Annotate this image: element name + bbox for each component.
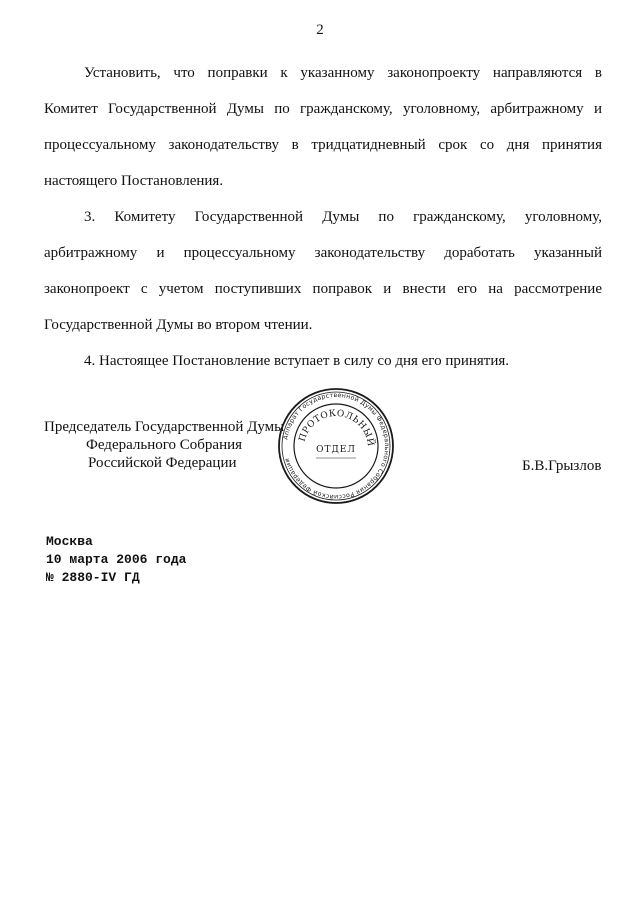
footer-document-number: № 2880-IV ГД	[46, 570, 140, 585]
paragraph-1-line-1: Установить, что поправки к указанному законопроекту направляются в	[84, 65, 602, 81]
svg-text:ПРОТОКОЛЬНЫЙ	[298, 409, 377, 448]
footer-city: Москва	[46, 534, 93, 549]
paragraph-2-line-3: законопроект с учетом поступивших поправок и внести его на рассмотрение	[44, 281, 602, 297]
stamp-outer-text: Аппарат Государственной Думы Федерального Собрания Российской Федерации	[282, 391, 391, 501]
footer-date: 10 марта 2006 года	[46, 552, 187, 567]
paragraph-2-line-2: арбитражному и процессуальному законодательству доработать указанный	[44, 245, 602, 261]
paragraph-1-line-4: настоящего Постановления.	[44, 173, 224, 189]
signature-title-line-1: Председатель Государственной Думы	[44, 419, 285, 435]
signatory-name: Б.В.Грызлов	[522, 458, 602, 474]
stamp-center-text: ОТДЕЛ	[316, 445, 356, 455]
paragraph-2-line-1: 3. Комитету Государственной Думы по гражданскому, уголовному,	[84, 209, 602, 225]
paragraph-2-line-4: Государственной Думы во втором чтении.	[44, 317, 313, 333]
paragraph-1-line-2: Комитет Государственной Думы по гражданскому, уголовному, арбитражному и	[44, 101, 602, 117]
official-stamp	[276, 386, 396, 506]
signature-title-line-2: Федерального Собрания	[86, 437, 243, 453]
stamp-inner-top-text: ПРОТОКОЛЬНЫЙ	[297, 408, 376, 448]
paragraph-1-line-3: процессуальному законодательству в тридцатидневный срок со дня принятия	[44, 137, 602, 153]
page-number: 2	[316, 22, 324, 38]
signature-title-line-3: Российской Федерации	[88, 455, 237, 471]
paragraph-3-line-1: 4. Настоящее Постановление вступает в силу со дня его принятия.	[84, 353, 510, 369]
